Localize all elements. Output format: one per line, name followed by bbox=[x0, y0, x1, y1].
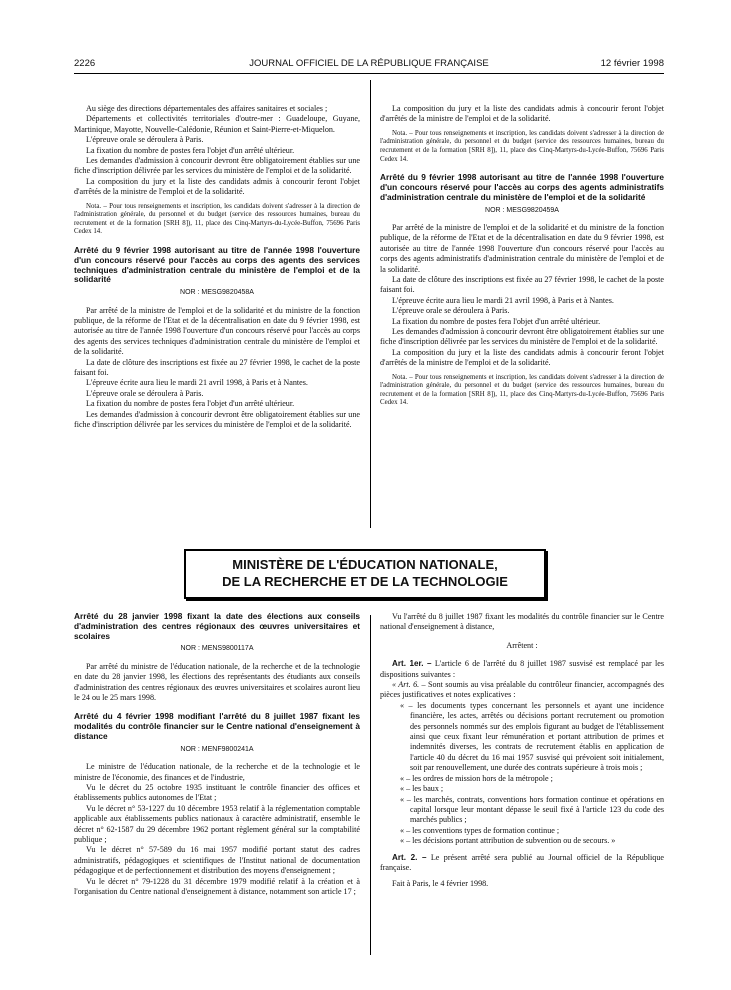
nor-reference: NOR : MENF9800241A bbox=[180, 745, 254, 753]
paragraph: La composition du jury et la liste des candidats admis à concourir feront l'objet d'arrêtés de la ministre de l'emploi et de la solidarité. bbox=[380, 347, 664, 368]
list-item: « – les baux ; bbox=[400, 784, 444, 794]
article-1-text: L'article 6 de l'arrêté du 8 juillet 1987 susvisé est remplacé par les dispositions suivantes : bbox=[380, 659, 664, 679]
header-rule bbox=[74, 73, 664, 74]
decree-title: Arrêté du 9 février 1998 autorisant au titre de l'année 1998 l'ouverture d'un concours réservé pour l'accès au corps des agents administratifs d'administration centrale du ministère de l'emploi et de la solidarité bbox=[380, 172, 664, 202]
ministry-banner bbox=[184, 549, 546, 599]
paragraph: La date de clôture des inscriptions est fixée au 27 février 1998, le cachet de la poste faisant foi. bbox=[380, 275, 664, 295]
paragraph: Départements et collectivités territoriales d'outre-mer : Guadeloupe, Guyane, Martinique, Mayotte, Nouvelle-Calédonie, Réunion et Saint-Pierre-et-Miquelon. bbox=[74, 114, 360, 134]
page-header bbox=[74, 58, 664, 72]
nota: Nota. – Pour tous renseignements et inscription, les candidats doivent s'adresser à la direction de l'administration générale, du personnel et du budget (service des ressources humaines, bureau du recrutement et de la formation [SRH 8]), 11, place des Cinq-Martyrs-du-Lycée-Buffon, 75696 Paris Cedex 14. bbox=[74, 202, 360, 236]
page-number: 2226 bbox=[74, 58, 96, 69]
paragraph: Les demandes d'admission à concourir devront être obligatoirement établies sur une fiche d'inscription délivrée par les services du ministère de l'emploi et de la solidarité. bbox=[74, 409, 360, 430]
signature-date: Fait à Paris, le 4 février 1998. bbox=[392, 879, 489, 889]
bottom-left-column bbox=[74, 612, 360, 898]
paragraph: La fixation du nombre de postes fera l'objet d'un arrêté ultérieur. bbox=[86, 145, 295, 155]
list-item: « – les marchés, contrats, conventions hors formation continue et opérations en capital lorsque leur montant dépasse le seuil fixé à l'article 123 du code des marchés publics ; bbox=[400, 794, 664, 825]
article-2-label: Art. 2. – bbox=[392, 852, 427, 862]
article-2 bbox=[380, 853, 664, 874]
nor-reference: NOR : MENS9800117A bbox=[180, 645, 254, 653]
paragraph: Le ministre de l'éducation nationale, de la recherche et de la technologie et le ministre de l'économie, des finances et de l'industrie, bbox=[74, 762, 360, 782]
list-item: « – les conventions types de formation continue ; bbox=[400, 825, 560, 835]
nor-reference: NOR : MESG9820459A bbox=[485, 206, 559, 214]
article-6 bbox=[380, 680, 664, 701]
paragraph: Par arrêté du ministre de l'éducation nationale, de la recherche et de la technologie en date du 28 janvier 1998, les élections des représentants des étudiants aux conseils d'administration des centres régionaux des œuvres universitaires et scolaires auront lieu le 24 ou le 25 mars 1998. bbox=[74, 661, 360, 703]
paragraph: L'épreuve écrite aura lieu le mardi 21 avril 1998, à Paris et à Nantes. bbox=[86, 378, 308, 388]
banner-line-1: MINISTÈRE DE L'ÉDUCATION NATIONALE, bbox=[232, 557, 498, 572]
nor-reference: NOR : MESG9820458A bbox=[180, 289, 254, 297]
paragraph: Au siège des directions départementales des affaires sanitaires et sociales ; bbox=[86, 104, 328, 113]
paragraph: La composition du jury et la liste des candidats admis à concourir feront l'objet d'arrêtés de la ministre de l'emploi et de la solidarité. bbox=[74, 176, 360, 197]
banner-line-2: DE LA RECHERCHE ET DE LA TECHNOLOGIE bbox=[222, 574, 508, 589]
top-right-column bbox=[380, 104, 664, 408]
article-2-text: Le présent arrêté sera publié au Journal officiel de la République française. bbox=[380, 852, 664, 872]
nota: Nota. – Pour tous renseignements et inscription, les candidats doivent s'adresser à la direction de l'administration générale, du personnel et du budget (service des ressources humaines, bureau du recrutement et de la formation [SRH 8]), 11, place des Cinq-Martyrs-du-Lycée-Buffon, 75696 Paris Cedex 14. bbox=[380, 129, 664, 163]
decree-title: Arrêté du 4 février 1998 modifiant l'arrêté du 8 juillet 1987 fixant les modalités du contrôle financier sur le Centre national d'enseignement à distance bbox=[74, 711, 360, 742]
column-divider-bottom bbox=[370, 615, 371, 955]
article-6-label: « Art. 6. – bbox=[392, 680, 426, 690]
paragraph: L'épreuve orale se déroulera à Paris. bbox=[86, 388, 204, 398]
issue-date: 12 février 1998 bbox=[600, 58, 664, 69]
paragraph: L'épreuve écrite aura lieu le mardi 21 avril 1998, à Paris et à Nantes. bbox=[392, 295, 614, 305]
list-item: « – les décisions portant attribution de subvention ou de secours. » bbox=[400, 836, 616, 846]
decree-title: Arrêté du 9 février 1998 autorisant au titre de l'année 1998 l'ouverture d'un concours réservé pour l'accès au corps des agents des services techniques d'administration centrale du ministère de l'emploi et de la solidarité bbox=[74, 245, 360, 285]
paragraph: L'épreuve orale se déroulera à Paris. bbox=[86, 135, 204, 145]
decree-title: Arrêté du 28 janvier 1998 fixant la date des élections aux conseils d'administration des centres régionaux des œuvres universitaires et scolaires bbox=[74, 611, 360, 641]
paragraph: La fixation du nombre de postes fera l'objet d'un arrêté ultérieur. bbox=[392, 316, 601, 326]
paragraph: Vu le décret n° 57-589 du 16 mai 1957 modifié portant statut des cadres administratifs, pédagogiques et scientifiques de l'Institut national de documentation pédagogique et de perfectionnement et distribution des moyens d'enseignement ; bbox=[74, 845, 360, 876]
top-left-column bbox=[74, 104, 360, 431]
paragraph: La fixation du nombre de postes fera l'objet d'un arrêté ultérieur. bbox=[86, 399, 295, 409]
column-divider-top bbox=[370, 80, 371, 528]
nota: Nota. – Pour tous renseignements et inscription, les candidats doivent s'adresser à la direction de l'administration générale, du personnel et du budget (service des ressources humaines, bureau du recrutement et de la formation [SRH 8]), 11, place des Cinq-Martyrs-du-Lycée-Buffon, 75696 Paris Cedex 14. bbox=[380, 373, 664, 407]
paragraph: La composition du jury et la liste des candidats admis à concourir feront l'objet d'arrêtés de la ministre de l'emploi et de la solidarité. bbox=[380, 104, 664, 124]
paragraph: Vu le décret du 25 octobre 1935 instituant le contrôle financier des offices et établissements publics autonomes de l'Etat ; bbox=[74, 783, 360, 803]
article-6-list bbox=[400, 701, 664, 847]
paragraph: Par arrêté de la ministre de l'emploi et de la solidarité et du ministre de la fonction publique, de la réforme de l'Etat et de la décentralisation en date du 9 février 1998, est autorisée au titre de l'année 1998 l'ouverture d'un concours réservé pour l'accès au corps des agents des services techniques d'administration centrale du ministère de l'emploi et de la solidarité. bbox=[74, 305, 360, 357]
article-6-text: Sont soumis au visa préalable du contrôleur financier, accompagnés des pièces justificatives et notes explicatives : bbox=[380, 680, 664, 700]
list-item: « – les documents types concernant les personnels et ayant une incidence financière, les actes, arrêtés ou décisions portant recrutement ou promotion des personnels nommés sur des emplois figurant au budget de l'établissement ainsi que ceux fixant leur rémunération et portant attribution de primes et indemnités diverses, les contrats de recrutement établis en application de l'article 40 du décret du 16 mai 1957 susvisé qui prévoient soit initialement, soit par renouvellement, une durée des contrats supérieure à trois mois ; bbox=[400, 700, 664, 773]
journal-title: JOURNAL OFFICIEL DE LA RÉPUBLIQUE FRANÇAISE bbox=[249, 58, 489, 69]
paragraph: L'épreuve orale se déroulera à Paris. bbox=[392, 306, 510, 316]
paragraph: Vu l'arrêté du 8 juillet 1987 fixant les modalités du contrôle financier sur le Centre national d'enseignement à distance, bbox=[380, 612, 664, 632]
bottom-right-column bbox=[380, 612, 664, 890]
paragraph: Vu le décret n° 79-1228 du 31 décembre 1979 modifié relatif à la création et à l'organisation du Centre national d'enseignement à distance, notamment son article 17 ; bbox=[74, 876, 360, 897]
article-1 bbox=[380, 659, 664, 680]
paragraph: Les demandes d'admission à concourir devront être obligatoirement établies sur une fiche d'inscription délivrée par les services du ministère de l'emploi et de la solidarité. bbox=[74, 156, 360, 176]
paragraph: Par arrêté de la ministre de l'emploi et de la solidarité et du ministre de la fonction publique, de la réforme de l'Etat et de la décentralisation en date du 9 février 1998, est autorisée au titre de l'année 1998 l'ouverture d'un concours réservé pour l'accès au corps des agents administratifs d'administration centrale du ministère de l'emploi et de la solidarité. bbox=[380, 222, 664, 274]
article-1-label: Art. 1er. – bbox=[392, 659, 432, 669]
paragraph: La date de clôture des inscriptions est fixée au 27 février 1998, le cachet de la poste faisant foi. bbox=[74, 357, 360, 378]
paragraph: Les demandes d'admission à concourir devront être obligatoirement établies sur une fiche d'inscription délivrée par les services du ministère de l'emploi et de la solidarité. bbox=[380, 327, 664, 347]
list-item: « – les ordres de mission hors de la métropole ; bbox=[400, 773, 553, 783]
arretent-heading: Arrêtent : bbox=[506, 640, 538, 650]
paragraph: Vu le décret n° 53-1227 du 10 décembre 1953 relatif à la réglementation comptable applicable aux établissements publics nationaux à caractère administratif, ensemble le décret n° 62-1587 du 29 décembre 1962 portant règlement général sur la comptabilité publique ; bbox=[74, 803, 360, 845]
